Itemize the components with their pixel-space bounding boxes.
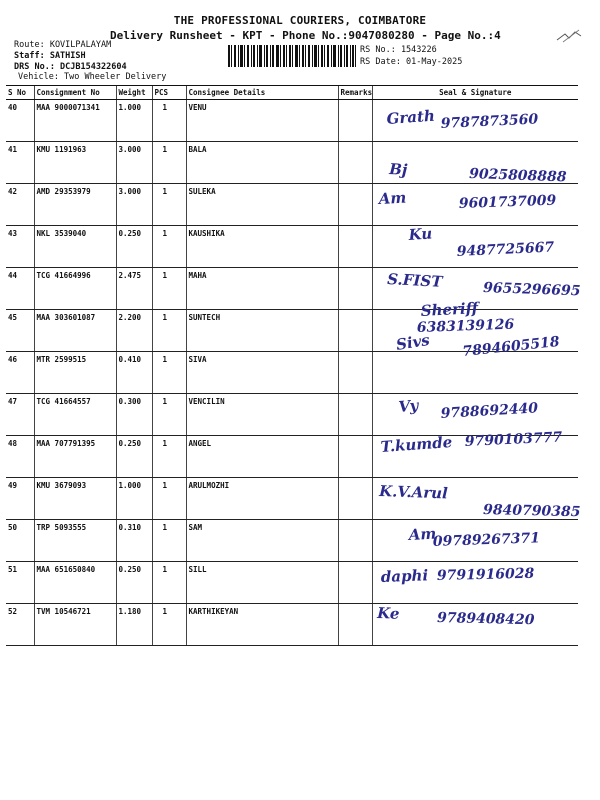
table-header-row	[6, 86, 578, 100]
weight-value: 0.250	[116, 226, 152, 268]
pieces-count: 1	[152, 478, 186, 520]
remarks-cell	[338, 520, 372, 562]
consignment-number: NKL 3539040	[34, 226, 116, 268]
recipient-phone: 9601737009	[458, 192, 557, 212]
table-row	[6, 394, 578, 436]
pieces-count: 1	[152, 562, 186, 604]
weight-value: 3.000	[116, 142, 152, 184]
table-row	[6, 436, 578, 478]
weight-value: 0.250	[116, 436, 152, 478]
signature-scrawl: Vy	[397, 396, 419, 416]
seal-signature-cell	[372, 330, 578, 394]
seal-signature-cell	[372, 226, 578, 268]
signature-scrawl: T.kumde	[379, 433, 453, 456]
barcode-icon	[228, 45, 356, 67]
handwritten-signature	[373, 184, 578, 224]
runsheet-subtitle: Delivery Runsheet - KPT - Phone No.:9047080280 - Page No.:4	[110, 29, 501, 42]
consignee-name: SULEKA	[186, 184, 338, 226]
consignment-number: KMU 3679093	[34, 478, 116, 520]
serial-number: 41	[6, 142, 34, 184]
consignee-name: SIVA	[186, 352, 338, 394]
col-consignee: Consignee Details	[186, 86, 338, 100]
weight-value: 1.000	[116, 100, 152, 142]
consignment-number: TVM 10546721	[34, 604, 116, 646]
recipient-phone: 9788692440	[439, 400, 538, 422]
pen-mark-icon	[555, 26, 585, 46]
serial-number: 51	[6, 562, 34, 604]
vehicle-label: Vehicle: Two Wheeler Delivery	[18, 72, 167, 82]
remarks-cell	[338, 436, 372, 478]
handwritten-signature	[373, 226, 578, 266]
col-sno: S No	[6, 86, 34, 100]
table-row	[6, 604, 578, 646]
consignee-name: SAM	[186, 520, 338, 562]
col-seal-signature: Seal & Signature	[372, 86, 578, 100]
serial-number: 48	[6, 436, 34, 478]
consignment-number: KMU 1191963	[34, 142, 116, 184]
remarks-cell	[338, 268, 372, 310]
recipient-phone: 9025808888	[468, 166, 567, 186]
pieces-count: 1	[152, 436, 186, 478]
seal-signature-cell	[372, 100, 578, 142]
runsheet-table	[6, 85, 581, 646]
remarks-cell	[338, 142, 372, 184]
remarks-cell	[338, 604, 372, 646]
serial-number: 43	[6, 226, 34, 268]
seal-signature-cell	[372, 142, 578, 184]
table-row	[6, 268, 578, 310]
seal-signature-cell	[372, 562, 578, 604]
signature-scrawl: Ku	[407, 224, 433, 244]
remarks-cell	[338, 562, 372, 604]
recipient-phone: 9789408420	[436, 610, 535, 629]
pieces-count: 1	[152, 226, 186, 268]
serial-number: 52	[6, 604, 34, 646]
remarks-cell	[338, 310, 372, 352]
consignee-name: SILL	[186, 562, 338, 604]
table-row	[6, 100, 578, 142]
recipient-phone: 9655296695	[482, 280, 581, 300]
pieces-count: 1	[152, 604, 186, 646]
handwritten-signature	[373, 394, 578, 434]
route-label: Route: KOVILPALAYAM	[14, 40, 112, 50]
table-row	[6, 478, 578, 520]
signature-scrawl: Am	[407, 524, 437, 544]
pieces-count: 1	[152, 184, 186, 226]
consignment-number: AMD 29353979	[34, 184, 116, 226]
consignment-number: MAA 651650840	[34, 562, 116, 604]
col-consignment: Consignment No	[34, 86, 116, 100]
consignee-name: KAUSHIKA	[186, 226, 338, 268]
document-title: THE PROFESSIONAL COURIERS, COIMBATORE	[173, 14, 427, 27]
remarks-cell	[338, 478, 372, 520]
remarks-cell	[338, 226, 372, 268]
consignee-name: SUNTECH	[186, 310, 338, 352]
remarks-cell	[338, 184, 372, 226]
table-row	[6, 142, 578, 184]
signature-scrawl: daphi	[380, 566, 428, 586]
consignment-number: MAA 303601087	[34, 310, 116, 352]
signature-scrawl: S.FIST	[386, 270, 443, 291]
recipient-phone: 7894605518	[461, 333, 560, 360]
handwritten-signature	[373, 562, 578, 602]
weight-value: 0.300	[116, 394, 152, 436]
drs-label: DRS No.: DCJB154322604	[14, 62, 127, 72]
pieces-count: 1	[152, 352, 186, 394]
weight-value: 3.000	[116, 184, 152, 226]
seal-signature-cell	[372, 429, 578, 478]
serial-number: 40	[6, 100, 34, 142]
col-weight: Weight	[116, 86, 152, 100]
handwritten-signature	[373, 429, 578, 476]
consignee-name: MAHA	[186, 268, 338, 310]
serial-number: 46	[6, 352, 34, 394]
rs-number: RS No.: 1543226	[360, 45, 437, 55]
consignment-number: MAA 707791395	[34, 436, 116, 478]
recipient-phone: 9787873560	[439, 111, 539, 132]
weight-value: 0.310	[116, 520, 152, 562]
consignee-name: BALA	[186, 142, 338, 184]
weight-value: 0.250	[116, 562, 152, 604]
consignment-number: TCG 41664557	[34, 394, 116, 436]
pieces-count: 1	[152, 268, 186, 310]
recipient-phone: 9840790385	[482, 502, 581, 521]
staff-label: Staff: SATHISH	[14, 51, 86, 61]
serial-number: 47	[6, 394, 34, 436]
table-row	[6, 352, 578, 394]
consignee-name: KARTHIKEYAN	[186, 604, 338, 646]
weight-value: 0.410	[116, 352, 152, 394]
serial-number: 44	[6, 268, 34, 310]
weight-value: 1.000	[116, 478, 152, 520]
table-row	[6, 184, 578, 226]
serial-number: 45	[6, 310, 34, 352]
seal-signature-cell	[372, 184, 578, 226]
consignee-name: VENU	[186, 100, 338, 142]
consignee-name: ANGEL	[186, 436, 338, 478]
seal-signature-cell	[372, 520, 578, 562]
col-pcs: PCS	[152, 86, 186, 100]
recipient-phone: 09789267371	[432, 530, 540, 550]
handwritten-signature	[373, 520, 578, 560]
weight-value: 2.475	[116, 268, 152, 310]
signature-scrawl: Grath	[385, 106, 435, 128]
recipient-phone: 9487725667	[455, 239, 555, 260]
serial-number: 50	[6, 520, 34, 562]
consignee-name: VENCILIN	[186, 394, 338, 436]
pieces-count: 1	[152, 100, 186, 142]
serial-number: 42	[6, 184, 34, 226]
consignment-number: MAA 9000071341	[34, 100, 116, 142]
table-row	[6, 226, 578, 268]
pieces-count: 1	[152, 520, 186, 562]
handwritten-signature	[373, 330, 578, 392]
signature-scrawl: K.V.Arul	[378, 482, 448, 503]
consignment-number: TCG 41664996	[34, 268, 116, 310]
seal-signature-cell	[372, 604, 578, 646]
pieces-count: 1	[152, 310, 186, 352]
remarks-cell	[338, 352, 372, 394]
signature-scrawl: Bj	[388, 160, 408, 179]
handwritten-signature	[373, 478, 581, 521]
handwritten-signature	[373, 100, 578, 140]
recipient-phone: 9790103777	[463, 429, 563, 450]
signature-scrawl: Sheriff	[419, 299, 478, 320]
recipient-phone: 9791916028	[436, 565, 534, 584]
signature-scrawl: Ke	[376, 604, 400, 623]
consignment-number: MTR 2599515	[34, 352, 116, 394]
remarks-cell	[338, 100, 372, 142]
signature-scrawl: Sivs	[394, 330, 431, 354]
rs-date: RS Date: 01-May-2025	[360, 57, 463, 67]
handwritten-signature	[373, 604, 578, 644]
consignment-number: TRP 5093555	[34, 520, 116, 562]
serial-number: 49	[6, 478, 34, 520]
handwritten-signature	[373, 142, 578, 186]
signature-scrawl: Am	[377, 188, 407, 208]
remarks-cell	[338, 394, 372, 436]
recipient-phone: 6383139126	[416, 316, 515, 336]
pieces-count: 1	[152, 142, 186, 184]
pieces-count: 1	[152, 394, 186, 436]
col-remarks: Remarks	[338, 86, 372, 100]
table-row	[6, 520, 578, 562]
table-row	[6, 562, 578, 604]
consignee-name: ARULMOZHI	[186, 478, 338, 520]
weight-value: 1.180	[116, 604, 152, 646]
weight-value: 2.200	[116, 310, 152, 352]
seal-signature-cell	[372, 478, 581, 521]
